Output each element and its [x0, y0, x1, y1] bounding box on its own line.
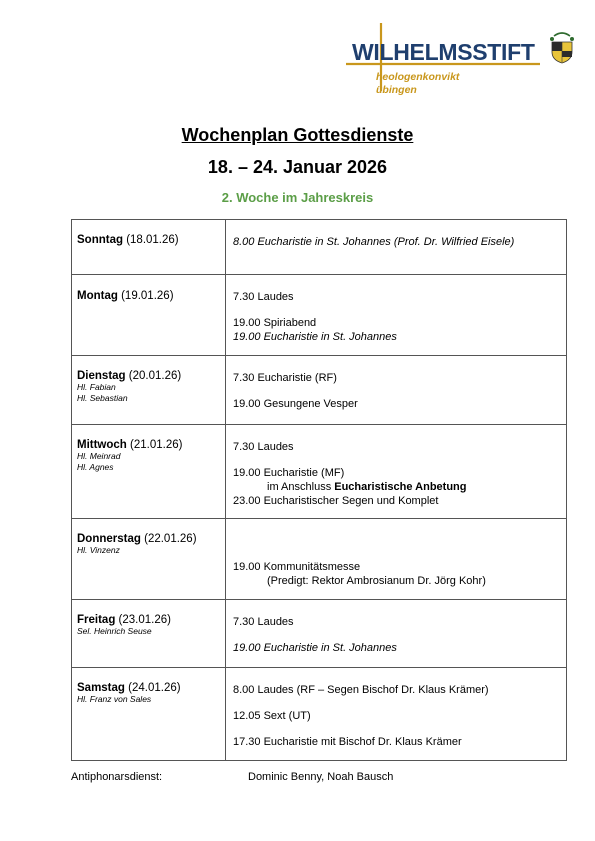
event-line — [233, 480, 566, 494]
events-cell — [226, 668, 567, 761]
event-line: 19.00 Kommunitätsmesse — [233, 561, 361, 573]
day-name: Montag — [77, 290, 118, 302]
day-cell — [72, 668, 226, 761]
events-cell — [226, 425, 567, 519]
logo-name: WILHELMSSTIFT — [352, 39, 535, 65]
day-cell — [72, 519, 226, 600]
day-cell — [72, 220, 226, 275]
day-name: Sonntag — [77, 234, 123, 246]
event-line: 19.00 Eucharistie (MF) — [233, 467, 345, 479]
event-line: 7.30 Laudes — [233, 291, 294, 303]
day-date: (21.01.26) — [130, 439, 183, 451]
table-row — [72, 519, 567, 600]
day-name: Donnerstag — [77, 533, 141, 545]
event-line: 23.00 Eucharistischer Segen und Komplet — [233, 495, 439, 507]
day-name: Mittwoch — [77, 439, 127, 451]
events-cell — [226, 519, 567, 600]
saint-name: Hl. Meinrad — [77, 451, 121, 461]
event-line: 12.05 Sext (UT) — [233, 710, 311, 722]
day-cell — [72, 425, 226, 519]
saint-name: Hl. Fabian — [77, 382, 116, 392]
event-line: 8.00 Laudes (RF – Segen Bischof Dr. Klaus Krämer) — [233, 684, 489, 696]
day-date: (20.01.26) — [128, 370, 182, 382]
saint-name: Hl. Sebastian — [77, 393, 128, 403]
day-date: (22.01.26) — [144, 533, 197, 545]
day-name: Samstag — [77, 682, 125, 694]
liturgical-week: 2. Woche im Jahreskreis — [221, 190, 374, 205]
table-row — [72, 425, 567, 519]
event-line: 8.00 Eucharistie in St. Johannes (Prof. Dr. Wilfried Eisele) — [233, 236, 515, 248]
day-name: Dienstag — [77, 370, 126, 382]
event-line: 19.00 Spiriabend — [233, 317, 317, 329]
event-highlight: Eucharistische Anbetung — [334, 481, 467, 493]
event-line: 19.00 Eucharistie in St. Johannes — [233, 642, 397, 654]
date-range: 18. – 24. Januar 2026 — [207, 157, 388, 177]
event-line: 7.30 Laudes — [233, 441, 294, 453]
day-cell — [72, 356, 226, 425]
page-title: Wochenplan Gottesdienste — [181, 125, 414, 145]
saint-name: Hl. Franz von Sales — [77, 694, 152, 704]
event-line: 19.00 Eucharistie in St. Johannes — [233, 331, 397, 343]
day-date: (23.01.26) — [118, 614, 171, 626]
schedule-table — [71, 219, 567, 761]
event-line: 17.30 Eucharistie mit Bischof Dr. Klaus Krämer — [233, 736, 462, 748]
events-cell — [226, 356, 567, 425]
day-cell — [72, 275, 226, 356]
day-date: (19.01.26) — [121, 290, 174, 302]
table-row — [72, 275, 567, 356]
coat-of-arms-icon — [548, 30, 576, 64]
footer-label: Antiphonarsdienst: — [71, 771, 163, 783]
day-name: Freitag — [77, 614, 116, 626]
table-row — [72, 668, 567, 761]
logo-subtitle-line-2: übingen — [376, 84, 417, 96]
events-cell — [226, 220, 567, 275]
saint-name: Hl. Vinzenz — [77, 545, 120, 555]
day-cell — [72, 600, 226, 668]
saint-name: Hl. Agnes — [77, 462, 114, 472]
logo-subtitle — [376, 71, 459, 97]
footer-value: Dominic Benny, Noah Bausch — [248, 771, 394, 783]
day-date: (18.01.26) — [126, 234, 179, 246]
event-line: 7.30 Laudes — [233, 616, 294, 628]
event-line: 7.30 Eucharistie (RF) — [233, 372, 337, 384]
table-row — [72, 220, 567, 275]
event-line: 19.00 Gesungene Vesper — [233, 398, 358, 410]
event-line: (Predigt: Rektor Ambrosianum Dr. Jörg Kohr) — [267, 575, 486, 587]
table-row — [72, 600, 567, 668]
logo-subtitle-line-1: heologenkonvikt — [376, 71, 460, 83]
event-text: im Anschluss — [267, 481, 335, 493]
antiphonarsdienst — [71, 771, 394, 783]
logo — [340, 18, 585, 98]
events-cell — [226, 275, 567, 356]
day-date: (24.01.26) — [128, 682, 181, 694]
table-row — [72, 356, 567, 425]
events-cell — [226, 600, 567, 668]
saint-name: Sel. Heinrich Seuse — [77, 626, 152, 636]
